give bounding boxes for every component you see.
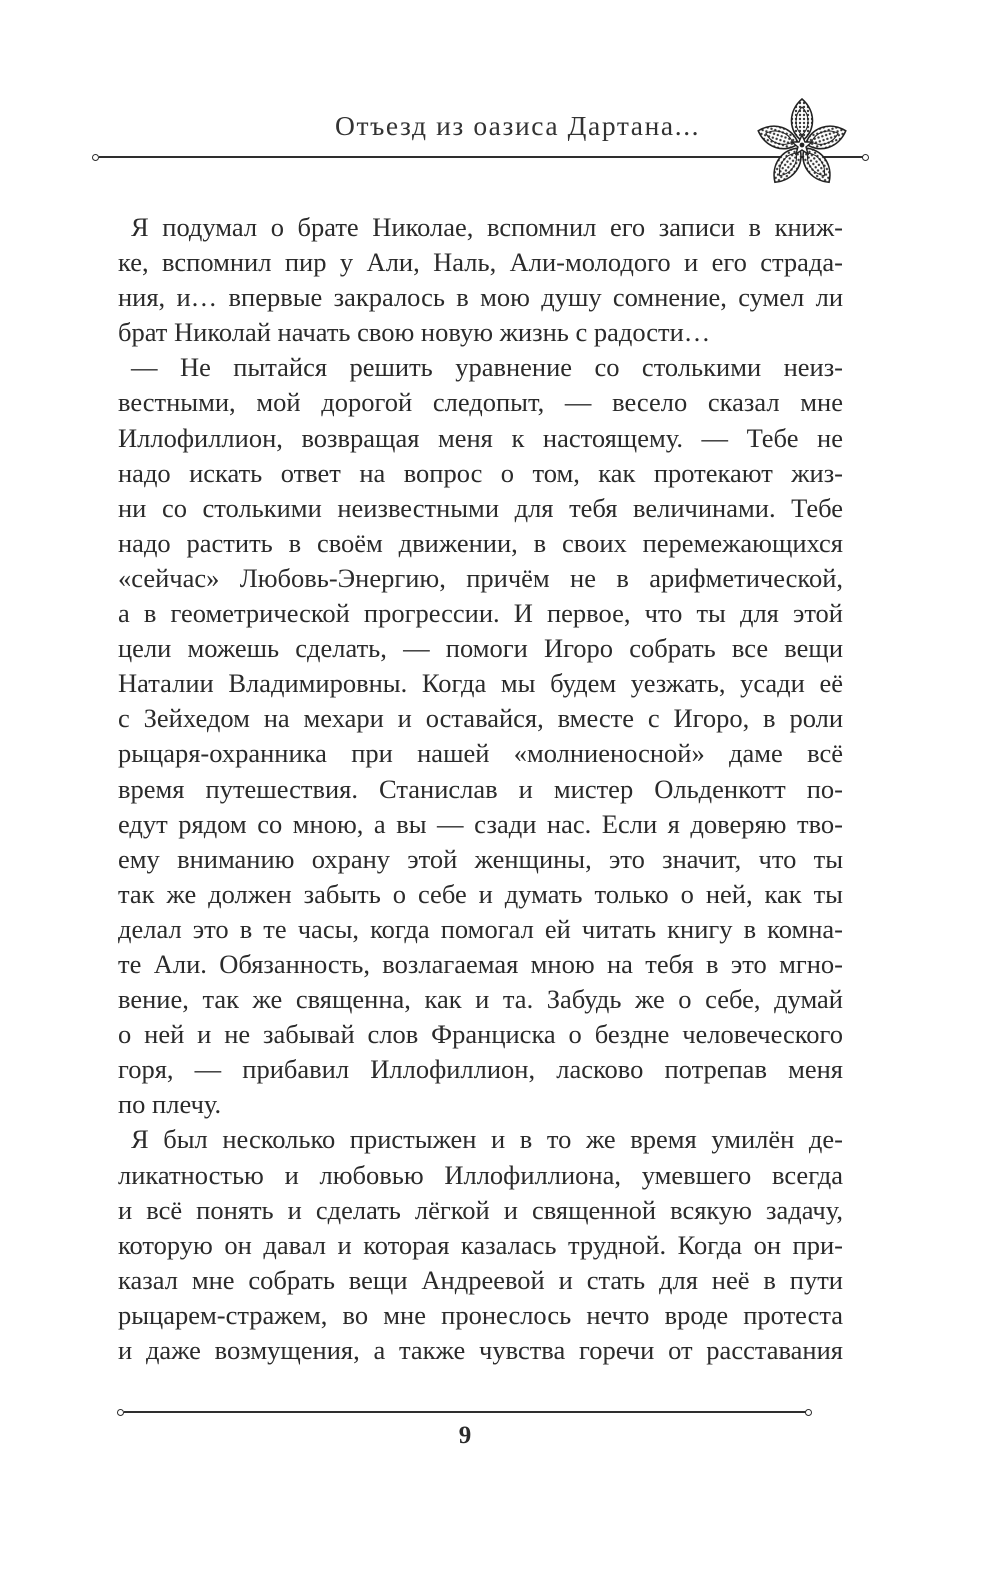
text-line: ему вниманию охрану этой женщины, это значит, что ты	[118, 843, 843, 874]
text-line: с Зейхедом на мехари и оставайся, вместе с Игоро, в роли	[118, 703, 843, 734]
text-line: ния, и… впервые закралось в мою душу сомнение, сумел ли	[118, 282, 843, 313]
text-line: казал мне собрать вещи Андреевой и стать для неё в пути	[118, 1264, 843, 1295]
footer-rule-left-end	[117, 1409, 124, 1416]
text-line: делал это в те часы, когда помогал ей читать книгу в комна-	[118, 913, 843, 944]
text-line: время путешествия. Станислав и мистер Ольденкотт по-	[118, 773, 843, 804]
text-line: вение, так же священна, как и та. Забудь же о себе, думай	[118, 984, 843, 1015]
text-line: горя, — прибавил Иллофиллион, ласково потрепав меня	[118, 1054, 843, 1085]
text-line: а в геометрической прогрессии. И первое, что ты для этой	[118, 598, 843, 629]
header-rule-left-end	[92, 154, 99, 161]
text-line: ликатностью и любовью Иллофиллиона, умевшего всегда	[118, 1159, 843, 1190]
mandala-ornament-icon	[747, 95, 857, 195]
header-rule-right-end	[862, 154, 869, 161]
text-line: цели можешь сделать, — помоги Игоро собрать все вещи	[118, 633, 843, 664]
text-line: те Али. Обязанность, возлагаемая мною на тебя в это мгно-	[118, 948, 843, 979]
text-line: едут рядом со мною, а вы — сзади нас. Если я доверяю тво-	[118, 808, 843, 839]
text-line: которую он давал и которая казалась трудной. Когда он при-	[118, 1229, 843, 1260]
text-line: рыцарем-стражем, во мне пронеслось нечто вроде протеста	[118, 1299, 843, 1330]
page-number: 9	[458, 1422, 472, 1449]
text-line: «сейчас» Любовь-Энергию, причём не в арифметической,	[118, 562, 843, 593]
text-line: о ней и не забывай слов Франциска о бездне человеческого	[118, 1019, 843, 1050]
footer-rule-right-end	[805, 1409, 812, 1416]
text-line: по плечу.	[118, 1089, 222, 1120]
text-line: надо растить в своём движении, в своих перемежающихся	[118, 527, 843, 558]
text-line: ни со столькими неизвестными для тебя величинами. Тебе	[118, 492, 843, 523]
text-line: и даже возмущения, а также чувства горечи от расставания	[118, 1335, 843, 1365]
text-line: Я был несколько пристыжен и в то же время умилён де-	[131, 1124, 843, 1155]
text-line: Иллофиллион, возвращая меня к настоящему. — Тебе не	[118, 422, 843, 453]
text-line: рыцаря-охранника при нашей «молниеносной» даме всё	[118, 738, 843, 769]
text-line: ке, вспомнил пир у Али, Наль, Али-молодого и его страда-	[118, 247, 843, 278]
text-line: и всё понять и сделать лёгкой и священной всякую задачу,	[118, 1194, 843, 1225]
text-line: вестными, мой дорогой следопыт, — весело сказал мне	[118, 387, 843, 418]
body-text	[118, 210, 843, 1368]
text-line: надо искать ответ на вопрос о том, как протекают жиз-	[118, 457, 843, 488]
running-title: Отъезд из оазиса Дартана...	[335, 110, 701, 141]
footer-rule	[124, 1411, 806, 1413]
text-line: так же должен забыть о себе и думать только о ней, как ты	[118, 878, 843, 909]
text-line: Наталии Владимировны. Когда мы будем уезжать, усади её	[118, 668, 843, 699]
text-line: — Не пытайся решить уравнение со столькими неиз-	[131, 352, 843, 383]
text-line: Я подумал о брате Николае, вспомнил его записи в книж-	[131, 212, 843, 242]
text-line: брат Николай начать свою новую жизнь с радости…	[118, 317, 711, 348]
